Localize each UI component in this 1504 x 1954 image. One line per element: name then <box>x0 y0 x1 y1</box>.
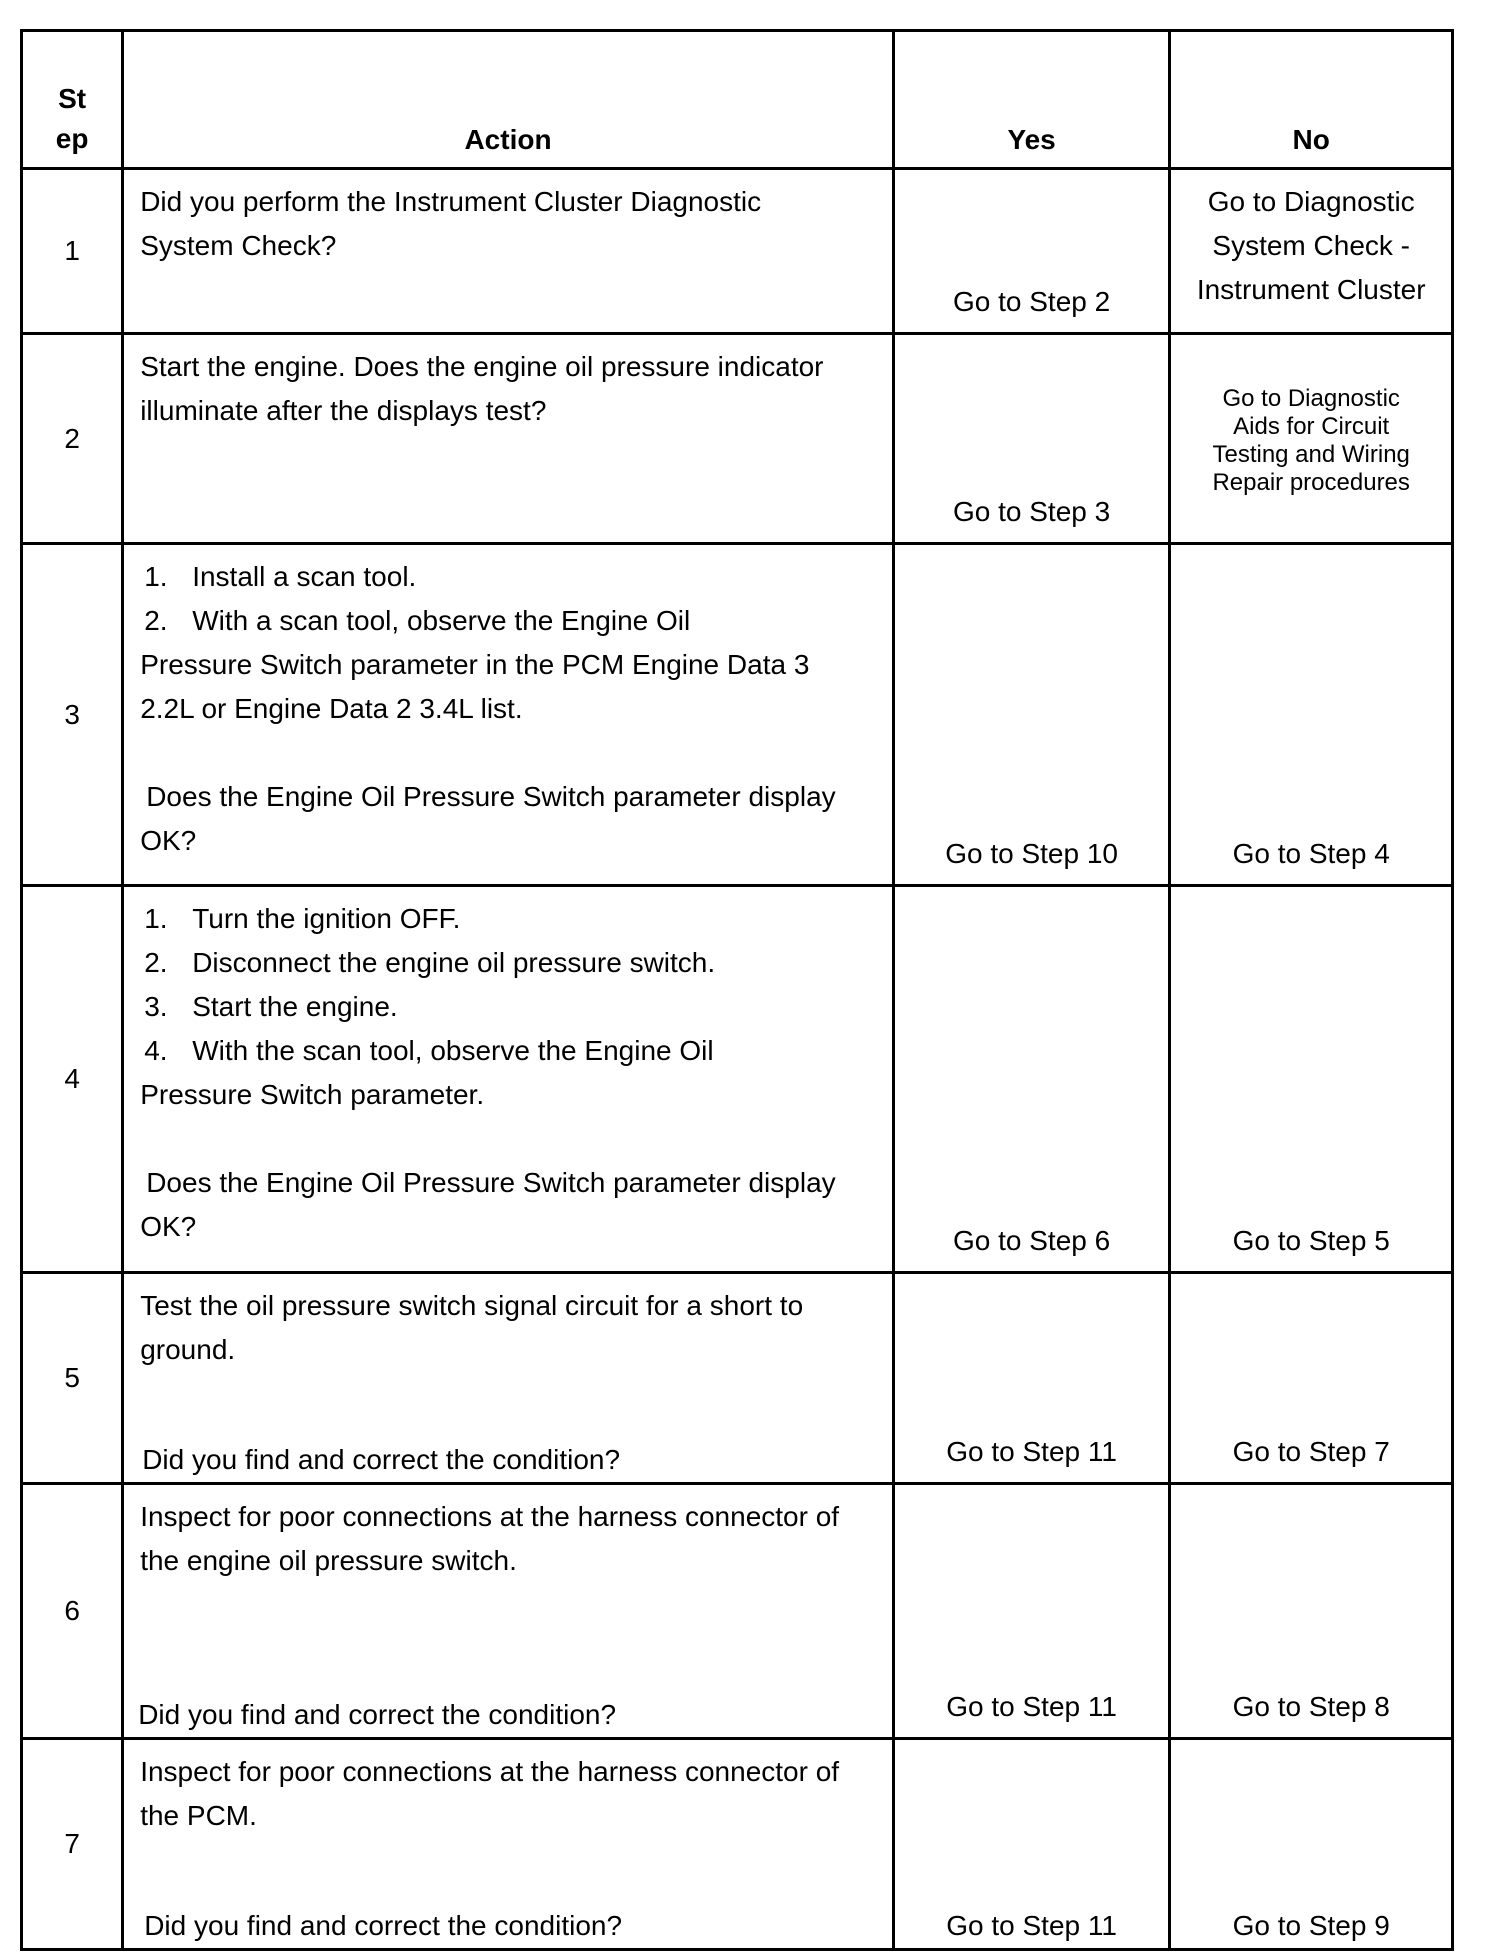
table-row <box>22 544 1453 886</box>
step-cell <box>22 169 123 334</box>
no-line: System Check - <box>1212 230 1410 261</box>
no-line: Repair procedures <box>1212 469 1410 496</box>
step-number: 3 <box>64 698 80 730</box>
yes-cell <box>893 1739 1170 1950</box>
question-line: Did you find and correct the condition? <box>138 1699 617 1730</box>
list-number: 3. <box>144 991 168 1022</box>
action-line: Inspect for poor connections at the harness connector of <box>140 1756 840 1787</box>
header-yes-cell <box>893 31 1170 169</box>
step-cell <box>22 886 123 1273</box>
action-cell <box>123 334 894 544</box>
action-list-item <box>140 599 880 643</box>
action-cell <box>123 1273 894 1484</box>
action-cell <box>123 1484 894 1739</box>
header-action: Action <box>464 124 552 155</box>
action-line: ground. <box>140 1334 236 1365</box>
question-line: Does the Engine Oil Pressure Switch parameter display <box>146 781 836 812</box>
no-result: Go to Step 4 <box>1232 838 1390 869</box>
question-line: OK? <box>140 825 197 856</box>
yes-result: Go to Step 11 <box>946 1691 1117 1722</box>
action-line: Inspect for poor connections at the harness connector of <box>140 1501 840 1532</box>
yes-cell <box>893 334 1170 544</box>
list-text: Turn the ignition OFF. <box>192 903 461 934</box>
table-row <box>22 169 1453 334</box>
list-text: With the scan tool, observe the Engine Oil <box>192 1035 714 1066</box>
step-number: 5 <box>64 1362 80 1393</box>
action-list-item <box>140 941 880 985</box>
yes-result: Go to Step 11 <box>946 1436 1117 1467</box>
action-cell <box>123 886 894 1273</box>
no-result <box>1171 385 1451 497</box>
no-cell <box>1170 544 1453 886</box>
step-cell <box>22 1273 123 1484</box>
no-line: Go to Diagnostic <box>1222 385 1400 412</box>
no-cell <box>1170 169 1453 334</box>
step-number: 6 <box>64 1595 80 1626</box>
yes-cell <box>893 169 1170 334</box>
no-cell <box>1170 886 1453 1273</box>
action-list-item <box>140 985 880 1029</box>
action-cell <box>123 169 894 334</box>
no-line: Go to Diagnostic <box>1207 186 1415 217</box>
step-cell <box>22 1484 123 1739</box>
header-row <box>22 31 1453 169</box>
step-cell <box>22 334 123 544</box>
action-cell <box>123 544 894 886</box>
action-line: the engine oil pressure switch. <box>140 1545 517 1576</box>
action-line: Did you perform the Instrument Cluster Diagnostic <box>140 186 762 217</box>
question-line: Did you find and correct the condition? <box>144 1910 623 1941</box>
no-line: Instrument Cluster <box>1196 274 1426 305</box>
list-number: 2. <box>144 947 168 978</box>
table-row <box>22 1739 1453 1950</box>
no-result <box>1171 180 1451 312</box>
question-line: Did you find and correct the condition? <box>142 1444 621 1475</box>
action-line: illuminate after the displays test? <box>140 395 547 426</box>
step-cell <box>22 544 123 886</box>
action-list-item <box>140 897 880 941</box>
yes-cell <box>893 1484 1170 1739</box>
header-step-line-1: St <box>58 83 87 114</box>
question-line: OK? <box>140 1211 197 1242</box>
no-result: Go to Step 8 <box>1232 1691 1390 1722</box>
list-text: Start the engine. <box>192 991 398 1022</box>
table-row <box>22 1484 1453 1739</box>
yes-result: Go to Step 11 <box>946 1910 1117 1941</box>
no-result: Go to Step 5 <box>1232 1225 1390 1256</box>
table-row <box>22 1273 1453 1484</box>
header-no: No <box>1292 124 1330 155</box>
header-step-line-2: ep <box>55 123 89 154</box>
yes-result: Go to Step 3 <box>952 496 1111 527</box>
list-number: 4. <box>144 1035 168 1066</box>
action-line: 2.2L or Engine Data 2 3.4L list. <box>140 693 523 724</box>
no-cell <box>1170 1739 1453 1950</box>
action-cell <box>123 1739 894 1950</box>
yes-cell <box>893 1273 1170 1484</box>
list-number: 2. <box>144 605 168 636</box>
yes-cell <box>893 886 1170 1273</box>
action-list-item <box>140 1029 880 1073</box>
action-list-item <box>140 555 880 599</box>
table-row <box>22 334 1453 544</box>
step-cell <box>22 1739 123 1950</box>
yes-cell <box>893 544 1170 886</box>
step-number: 4 <box>64 1063 80 1094</box>
step-number: 2 <box>64 422 80 454</box>
table-row <box>22 886 1453 1273</box>
step-number: 1 <box>64 235 80 266</box>
no-cell <box>1170 1484 1453 1739</box>
action-line: Pressure Switch parameter in the PCM Engine Data 3 <box>140 649 810 680</box>
question-line: Does the Engine Oil Pressure Switch parameter display <box>146 1167 836 1198</box>
header-action-cell <box>123 31 894 169</box>
header-no-cell <box>1170 31 1453 169</box>
diagnostic-table <box>20 29 1454 1951</box>
no-result: Go to Step 7 <box>1232 1436 1390 1467</box>
action-line: Pressure Switch parameter. <box>140 1079 485 1110</box>
list-text: With a scan tool, observe the Engine Oil <box>192 605 691 636</box>
yes-result: Go to Step 10 <box>945 838 1118 869</box>
no-cell <box>1170 1273 1453 1484</box>
header-yes: Yes <box>1007 124 1056 155</box>
list-number: 1. <box>144 903 168 934</box>
list-number: 1. <box>144 561 168 592</box>
no-result: Go to Step 9 <box>1232 1910 1390 1941</box>
yes-result: Go to Step 2 <box>952 286 1111 317</box>
action-line: Test the oil pressure switch signal circuit for a short to <box>140 1290 804 1321</box>
header-step-cell <box>22 31 123 169</box>
action-line: the PCM. <box>140 1800 257 1831</box>
step-number: 7 <box>64 1828 80 1859</box>
list-text: Disconnect the engine oil pressure switch. <box>192 947 716 978</box>
no-cell <box>1170 334 1453 544</box>
action-line: System Check? <box>140 230 337 261</box>
no-line: Testing and Wiring <box>1212 441 1410 468</box>
action-line: Start the engine. Does the engine oil pressure indicator <box>140 351 824 382</box>
no-line: Aids for Circuit <box>1233 413 1390 440</box>
yes-result: Go to Step 6 <box>952 1225 1111 1256</box>
list-text: Install a scan tool. <box>192 561 417 592</box>
